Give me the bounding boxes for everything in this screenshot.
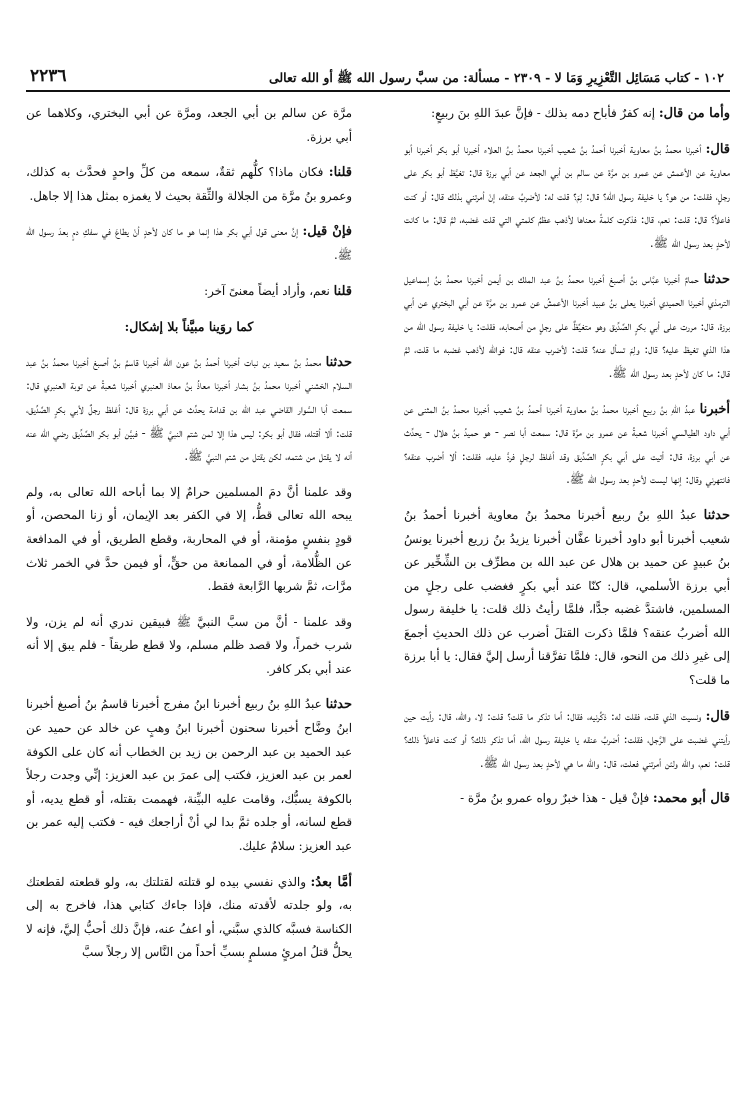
paragraph-text: والذي نفسي بيده لو قتلته لقتلتك به، ولو قطعته لقطعتك به، ولو جلدته لأقدته منك، فإذا جاءك كتابي هذا، فاخرج به إلى الكناسة فسبَّه كالذي سبَّني، أو اعفُ عنه، فإنَّ ذلك أحبُّ إليَّ، فإنه لا يحلُّ قتلُ امرئٍ مسلمٍ بسبِّ أحداً من النَّاس إلا رجلاً سبَّ (26, 874, 352, 960)
paragraph-lead-word: وأما من قال: (658, 106, 730, 121)
paragraph-lead-word: حدثنا (325, 697, 352, 713)
paragraph-lead-word: حدثنا (703, 271, 730, 287)
paragraph-text: نعم، وأراد أيضاً معنىً آخر: (204, 283, 334, 298)
paragraph-lead-word: أخبرنا (699, 401, 730, 417)
paragraph (404, 504, 730, 693)
paragraph-text: عبدُ اللهِ بنُ ربيع أخبرنا محمدُ بنُ معاوية أخبرنا أحمدُ بنُ شعيب أخبرنا أبو داود أخبرنا عفَّان أخبرنا يزيدُ بنُ زريع أخبرنا يونسُ بنُ عبيدٍ عن حميد بن هلال عن عبد الله بن مطرِّف بن الشِّخِّير عن أبي برزة الأسلمي، قال: كنّا عند أبي بكرٍ فغضب على رجلٍ من المسلمين، فاشتدَّ غضبه جدًّا، فلمَّا رأيتُ ذلك قلت: يا خليفة رسول الله أضربُ عنقه؟ فلمَّا ذكرت القتلَ أضرب عن ذلك الحديثِ أجمعَ إلى غيرِ ذلك من النحو، قال: فلمَّا تفرَّقنا أرسل إليَّ فقال: يا أبا برزة ما قلت؟ (404, 507, 730, 688)
paragraph (26, 481, 352, 599)
page-number: ٢٢٣٦ (30, 66, 67, 86)
paragraph-lead-word: قال: (705, 141, 730, 157)
paragraph-text: مرَّة عن سالم بن أبي الجعد، ومرَّة عن أبي البختري، وكلاهما عن أبي برزة. (26, 106, 352, 144)
running-header (26, 60, 730, 92)
paragraph-text: وقد علمنا أنَّ دمَ المسلمين حرامٌ إلا بما أباحه الله تعالى به، ولم يبحه الله تعالى قطُّ، إلا في الكفر بعد الإيمان، أو زنا المحصن، أو قودٍ بنفسٍ مؤمنة، أو في المحاربة، وقطع الطريق، أو في المدافعة عن الظُّلامة، أو في الممانعة من حقٍّ، أو فيمن حدَّ في الخمر ثلاث مرَّات، ثمَّ شربها الرَّابعة فقط. (26, 484, 352, 594)
paragraph-text: عبدُ اللهِ بنُ ربيع أخبرنا محمدُ بنُ معاوية أخبرنا أحمدُ بنُ شعيب أخبرنا محمدُ بنُ المثنى عن أبي داود الطيالسي أخبرنا شعبةُ عن عمرو بن مرَّة قال: سمعت أبا نصر - هو حميدُ بنُ هلال - يحدِّث عن أبي برزة، قال: أتيت على أبي بكرٍ الصِّدِّيق وقد أغلظ لرجلٍ فردَّ عليه، فقلت: ألا أضرب عنقه؟ فانتهرني وقال: إنها ليست لأحدٍ بعد رسول الله ﷺ. (404, 401, 730, 487)
paragraph (26, 280, 352, 304)
paragraph-text: إنَّ معنى قول أبي بكر هذا إنما هو ما كان لأحدٍ أنْ يطاعَ في سفكِ دمٍ بعدَ رسول الله ﷺ. (26, 224, 352, 262)
paragraph-text: فكان ماذا؟ كلُّهم ثقةٌ، سمعه من كلِّ واحدٍ فحدَّث به كذلك، وعمرو بنُ مرَّة من الجلالة والثِّقة بحيث لا يغمزه بمثل هذا إلا جاهل. (26, 165, 352, 203)
paragraph (404, 138, 730, 256)
paragraph-lead-word: قلنا: (328, 165, 352, 181)
paragraph-text: فإنْ قيل - هذا خبرٌ رواه عمرو بنُ مرَّة - (460, 791, 653, 806)
paragraph-text: عبدُ اللهِ بنُ ربيع أخبرنا ابنُ مفرج أخبرنا قاسمُ بنُ أصبغ أخبرنا ابنُ وضَّاح أخبرنا سحنون أخبرنا ابنُ وهبٍ عن خالد عن حميد عن عبد الحميد بن عبد الرحمن بن زيد بن الخطاب أنه كان على الكوفة لعمر بن عبد العزيز، فكتب إلى عمرَ بن عبد العزيز: إنِّي وجدت رجلاً بالكوفة يسبُّك، وقامت عليه البيِّنة، فهممت بقتله، أو قطع يديه، أو قطع لسانه، أو جلده ثمَّ بدا لي أنْ أراجعك فيه - فكتب إليه عمر بن عبد العزيز: سلامٌ عليك. (26, 697, 352, 854)
paragraph (404, 398, 730, 492)
paragraph (26, 161, 352, 208)
paragraph: كما روَينا مبيَّناً بلا إشكال: (124, 319, 254, 335)
right-text-column (404, 102, 730, 1092)
paragraph (26, 693, 352, 858)
paragraph-lead-word: فإنْ قيل: (302, 224, 352, 240)
paragraph-text: ونسيت الذي قلت، فقلت له: ذكِّرنيه، فقال: أما تذكر ما قلت؟ قلت: لا، والله، قال: رأيت حين رأيتني غضبت على الرَّجل، فقلت: أضربُ عنقه يا خليفة رسول الله، أما تذكر ذلك؟ أو كنت فاعلاً ذلك؟ قلت: نعم، والله ولئن أمرتني فعلت، قال: والله ما هي لأحدٍ بعد رسول الله ﷺ. (404, 708, 730, 770)
paragraph-text: وقد علمنا - أنَّ من سبَّ النبيَّ ﷺ فبيقين ندري أنه لم يزن، ولا شرب خمراً، ولا قصد ظلم مسلم، ولا قطع طريقاً - فلم يبق إلا أنه عند أبي بكر كافر. (26, 614, 352, 676)
paragraph-text: حمامٌ أخبرنا عبَّاس بنُ أصبغ أخبرنا محمدُ بنُ عبد الملك بن أيمن أخبرنا محمدُ بنُ إسماعيل الترمذي أخبرنا الحميدي أخبرنا يعلى بنُ عبيد أخبرنا الأعمشُ عن عمرو بن مرَّة عن أبي البختري عن أبي برزة، قال: مررت على أبي بكرٍ الصِّدِّيق وهو متغيِّظٌ على رجلٍ من أصحابه، فقلت: يا خليفة رسول الله من هذا الذي تغيظ عليه؟ قال: ولِمَ تسأل عنه؟ قلت: لأضرب عنقه قال: فوالله لأذهب غضبه ما قلت، ثمَّ قال: ما كان لأحدٍ بعد رسول الله ﷺ. (404, 271, 730, 380)
paragraph (26, 220, 352, 267)
paragraph-text: أخبرنا محمدُ بنُ معاوية أخبرنا أحمدُ بنُ شعيب أخبرنا محمدُ بنُ العلاء أخبرنا أبو بكر أخبرنا أبو معاوية عن الأعمش عن عمرو بن مرَّة عن سالم بن أبي الجعد عن أبي برزة قال: تغيَّظ أبو بكر على رجلٍ، فقلت: من هو؟ يا خليفة رسول الله؟ قال: لِمَ؟ قلت له: لأضربُ عنقه، إنْ أمرتني بذلك قال: أو كنت فاعلاً؟ قال: قلت: نعم، قال: فذكرت كلمةً معناها لأذهب عظمُ كلمتي التي قلت غضبه، ثمَّ قال: ما كانت لأحدٍ بعد رسول الله ﷺ. (404, 141, 730, 250)
paragraph (404, 102, 730, 126)
paragraph-lead-word: حدثنا (703, 507, 730, 523)
paragraph (26, 871, 352, 965)
paragraph (404, 705, 730, 776)
paragraph-text: إنه كفرٌ فأباح دمه بذلك - فإنَّ عبدَ اللهِ بنَ ربيعٍ: (431, 106, 659, 120)
paragraph-lead-word: حدثنا (325, 354, 352, 370)
paragraph (26, 351, 352, 469)
left-text-column (26, 102, 352, 1092)
paragraph (26, 102, 352, 149)
paragraph-lead-word: أمَّا بعدُ: (310, 874, 352, 890)
paragraph-lead-word: قلنا (333, 283, 352, 299)
paragraph-lead-word: قال: (705, 708, 730, 724)
paragraph-text: محمدُ بنُ سعيد بن نبات أخبرنا أحمدُ بنُ عون الله أخبرنا قاسمُ بنُ أصبغ أخبرنا محمدُ بنُ عبد السلام الخشني أخبرنا محمدُ بنُ بشار أخبرنا معاذُ بنُ معاذ العنبري أخبرنا شعبةُ عن توبة العنبري قال: سمعت أبا السَّوار القاضي عبد الله بن قدامة يحدِّث عن أبي برزة قال: أغلظ رجلٌ لأبي بكرٍ الصِّدِّيق، قلت: ألا أقتله، فقال أبو بكر: ليس هذا إلا لمن شتم النبيَّ ﷺ - فبيَّن أبو بكر الصِّدِّيق رضي الله عنه أنه لا يقتل من شتمه، لكن يقتل من شتم النبيَّ ﷺ. (26, 354, 352, 464)
paragraph (404, 787, 730, 811)
chapter-title: ١٠٢ - كتاب مَسَائِل التَّعْزِيرِ وَمَا لا - ٢٣٠٩ - مسألة: من سبَّ رسول الله ﷺ أو الله تعالى (268, 70, 724, 85)
paragraph (26, 611, 352, 682)
paragraph (404, 268, 730, 386)
paragraph-lead-word: قال أبو محمد: (652, 791, 730, 807)
